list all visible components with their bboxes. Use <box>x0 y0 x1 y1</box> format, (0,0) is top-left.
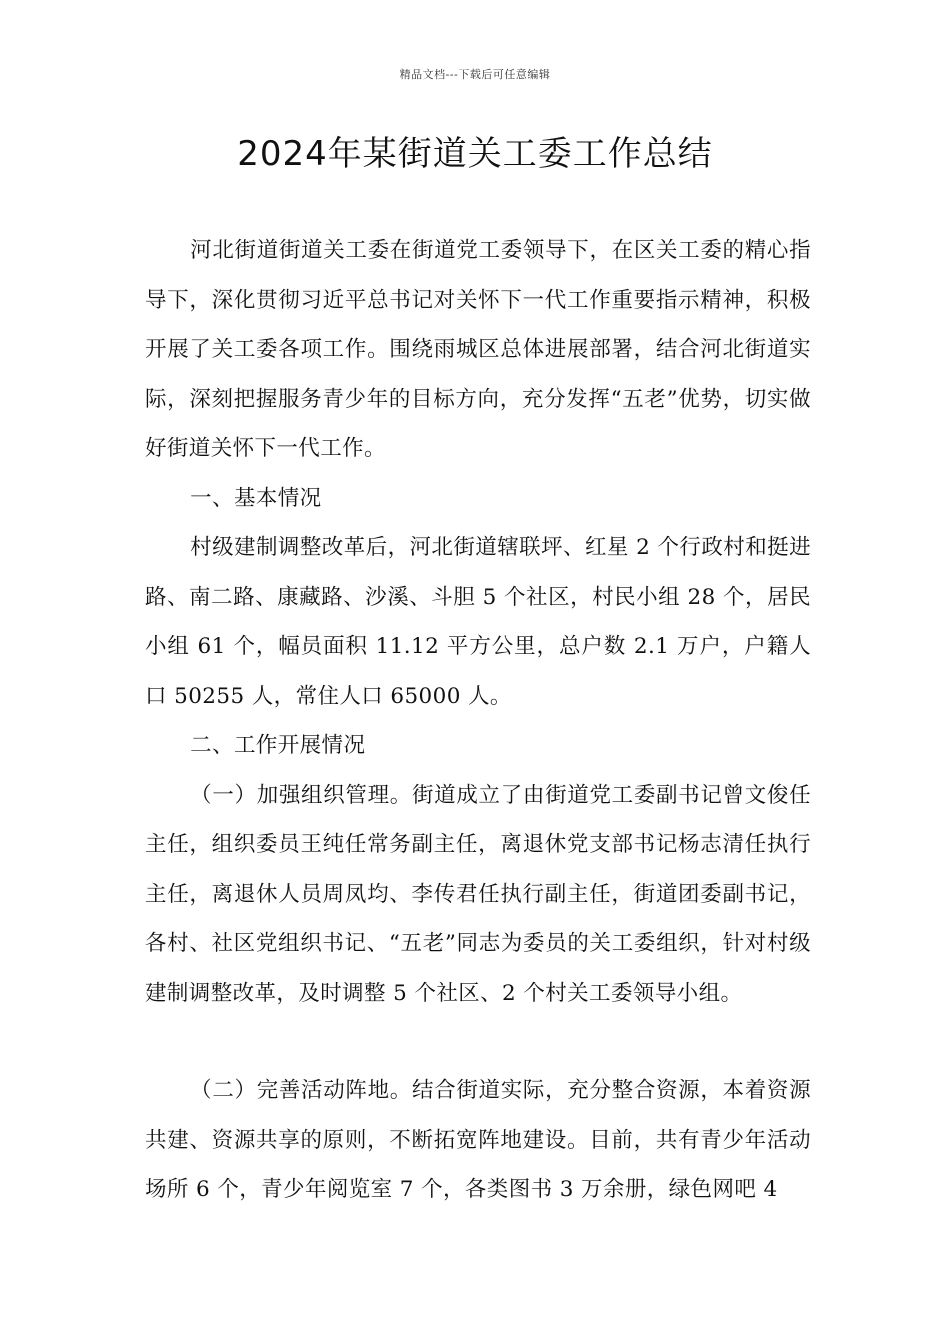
paragraph-organization-management: （一）加强组织管理。街道成立了由街道党工委副书记曾文俊任主任，组织委员王纯任常务副主任，离退休党支部书记杨志清任执行主任，离退休人员周凤均、李传君任执行副主任，街道团委副书记，各村、社区党组织书记、“五老”同志为委员的关工委组织，针对村级建制调整改革，及时调整 5 个社区、2 个村关工委领导小组。 <box>145 782 811 1006</box>
paragraph-intro: 河北街道街道关工委在街道党工委领导下，在区关工委的精心指导下，深化贯彻习近平总书记对关怀下一代工作重要指示精神，积极开展了关工委各项工作。围绕雨城区总体进展部署，结合河北街道实际，深刻把握服务青少年的目标方向，充分发挥“五老”优势，切实做好街道关怀下一代工作。 <box>145 238 811 461</box>
section-heading-work-progress: 二、工作开展情况 <box>190 733 366 758</box>
document-title: 2024年某街道关工委工作总结 <box>237 134 713 174</box>
header-note: 精品文档---下载后可任意编辑 <box>399 68 551 81</box>
paragraph-activity-venues: （二）完善活动阵地。结合街道实际，充分整合资源，本着资源共建、资源共享的原则，不断拓宽阵地建设。目前，共有青少年活动场所 6 个，青少年阅览室 7 个，各类图书 3 万余册，绿色网吧 4 <box>145 1078 811 1202</box>
document-body <box>145 226 811 1215</box>
section-heading-basic-situation: 一、基本情况 <box>190 485 322 511</box>
paragraph-basic-situation: 村级建制调整改革后，河北街道辖联坪、红星 2 个行政村和挺进路、南二路、康藏路、沙溪、斗胆 5 个社区，村民小组 28 个，居民小组 61 个，幅员面积 11.12 平方公里，总户数 2.1 万户，户籍人口 50255 人，常住人口 65000 人。 <box>145 535 811 709</box>
